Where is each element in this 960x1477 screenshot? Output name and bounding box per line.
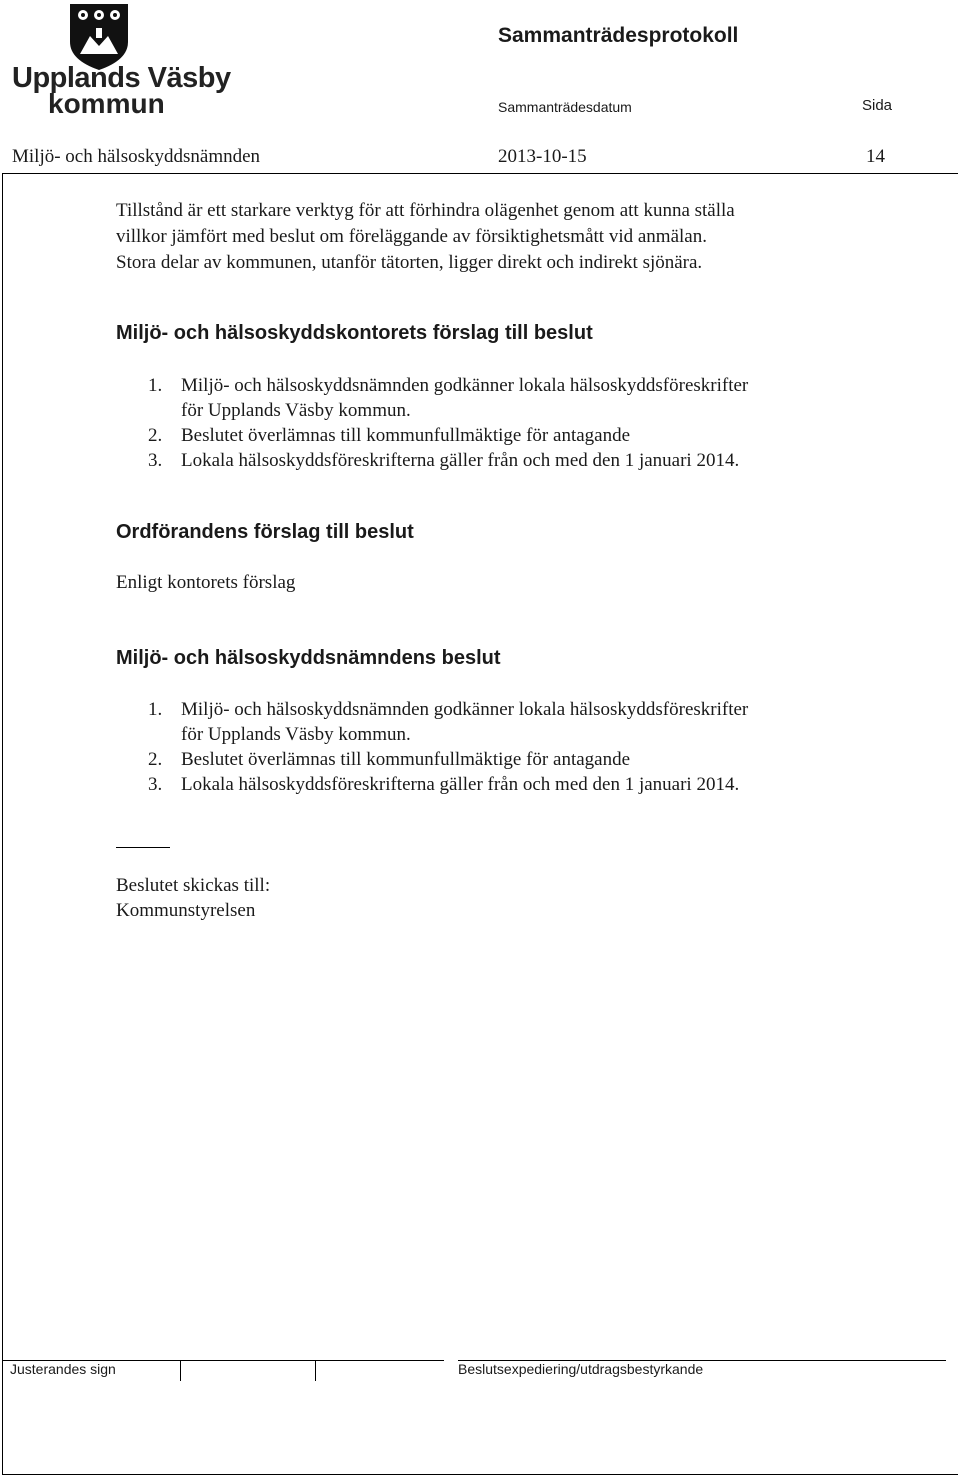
page-number: 14 [866, 146, 885, 167]
list-item-number: 3. [148, 774, 163, 795]
meeting-date: 2013-10-15 [498, 146, 587, 167]
list-item-text: Beslutet överlämnas till kommunfullmäktige för antagande [181, 749, 631, 770]
list-item-text: Lokala hälsoskyddsföreskrifterna gäller från och med den 1 januari 2014. [181, 774, 740, 795]
sent-to-recipient: Kommunstyrelsen [116, 900, 256, 921]
list-item [148, 697, 908, 747]
intro-paragraph [116, 198, 876, 276]
list-item [148, 747, 908, 772]
coat-of-arms-icon [70, 4, 128, 70]
decision-heading: Miljö- och hälsoskyddsnämndens beslut [116, 647, 501, 669]
list-item-number: 1. [148, 375, 163, 396]
separator-rule [116, 847, 170, 848]
office-proposal-list [148, 373, 908, 473]
chair-proposal-text: Enligt kontorets förslag [116, 572, 296, 593]
list-item-text: för Upplands Väsby kommun. [181, 724, 411, 745]
logo-text-line2: kommun [48, 88, 165, 119]
signature-box-divider [315, 1361, 316, 1381]
committee-name: Miljö- och hälsoskyddsnämnden [12, 146, 261, 167]
list-item-number: 1. [148, 699, 163, 720]
list-item-number: 2. [148, 749, 163, 770]
list-item-text: Miljö- och hälsoskyddsnämnden godkänner lokala hälsoskyddsföreskrifter [181, 375, 749, 396]
frame-top-rule [2, 173, 958, 174]
signature-box-divider [180, 1361, 181, 1381]
meeting-date-label: Sammanträdesdatum [498, 99, 632, 115]
list-item-text: Beslutet överlämnas till kommunfullmäktige för antagande [181, 425, 631, 446]
list-item [148, 423, 908, 448]
chair-proposal-heading: Ordförandens förslag till beslut [116, 521, 414, 543]
intro-line: Stora delar av kommunen, utanför tätorten, ligger direkt och indirekt sjönära. [116, 252, 703, 273]
intro-line: Tillstånd är ett starkare verktyg för att förhindra olägenhet genom att kunna ställa [116, 200, 735, 221]
office-proposal-heading: Miljö- och hälsoskyddskontorets förslag till beslut [116, 322, 593, 344]
expedition-label: Beslutsexpediering/utdragsbestyrkande [458, 1361, 704, 1377]
logo-text-line1: Upplands Väsby [12, 62, 231, 94]
list-item-text: Lokala hälsoskyddsföreskrifterna gäller från och med den 1 januari 2014. [181, 450, 740, 471]
list-item-number: 2. [148, 425, 163, 446]
list-item [148, 448, 908, 473]
decision-list [148, 697, 908, 797]
intro-line: villkor jämfört med beslut om föreläggande av försiktighetsmått vid anmälan. [116, 226, 707, 247]
sent-to-label: Beslutet skickas till: [116, 875, 271, 896]
list-item [148, 772, 908, 797]
list-item-text: för Upplands Väsby kommun. [181, 400, 411, 421]
page-label: Sida [862, 97, 893, 114]
frame-left-rule [2, 173, 3, 1475]
list-item-text: Miljö- och hälsoskyddsnämnden godkänner lokala hälsoskyddsföreskrifter [181, 699, 749, 720]
frame-bottom-rule [2, 1474, 958, 1475]
list-item-number: 3. [148, 450, 163, 471]
justering-signature-label: Justerandes sign [10, 1361, 116, 1377]
list-item [148, 373, 908, 423]
document-title: Sammanträdesprotokoll [498, 24, 739, 47]
